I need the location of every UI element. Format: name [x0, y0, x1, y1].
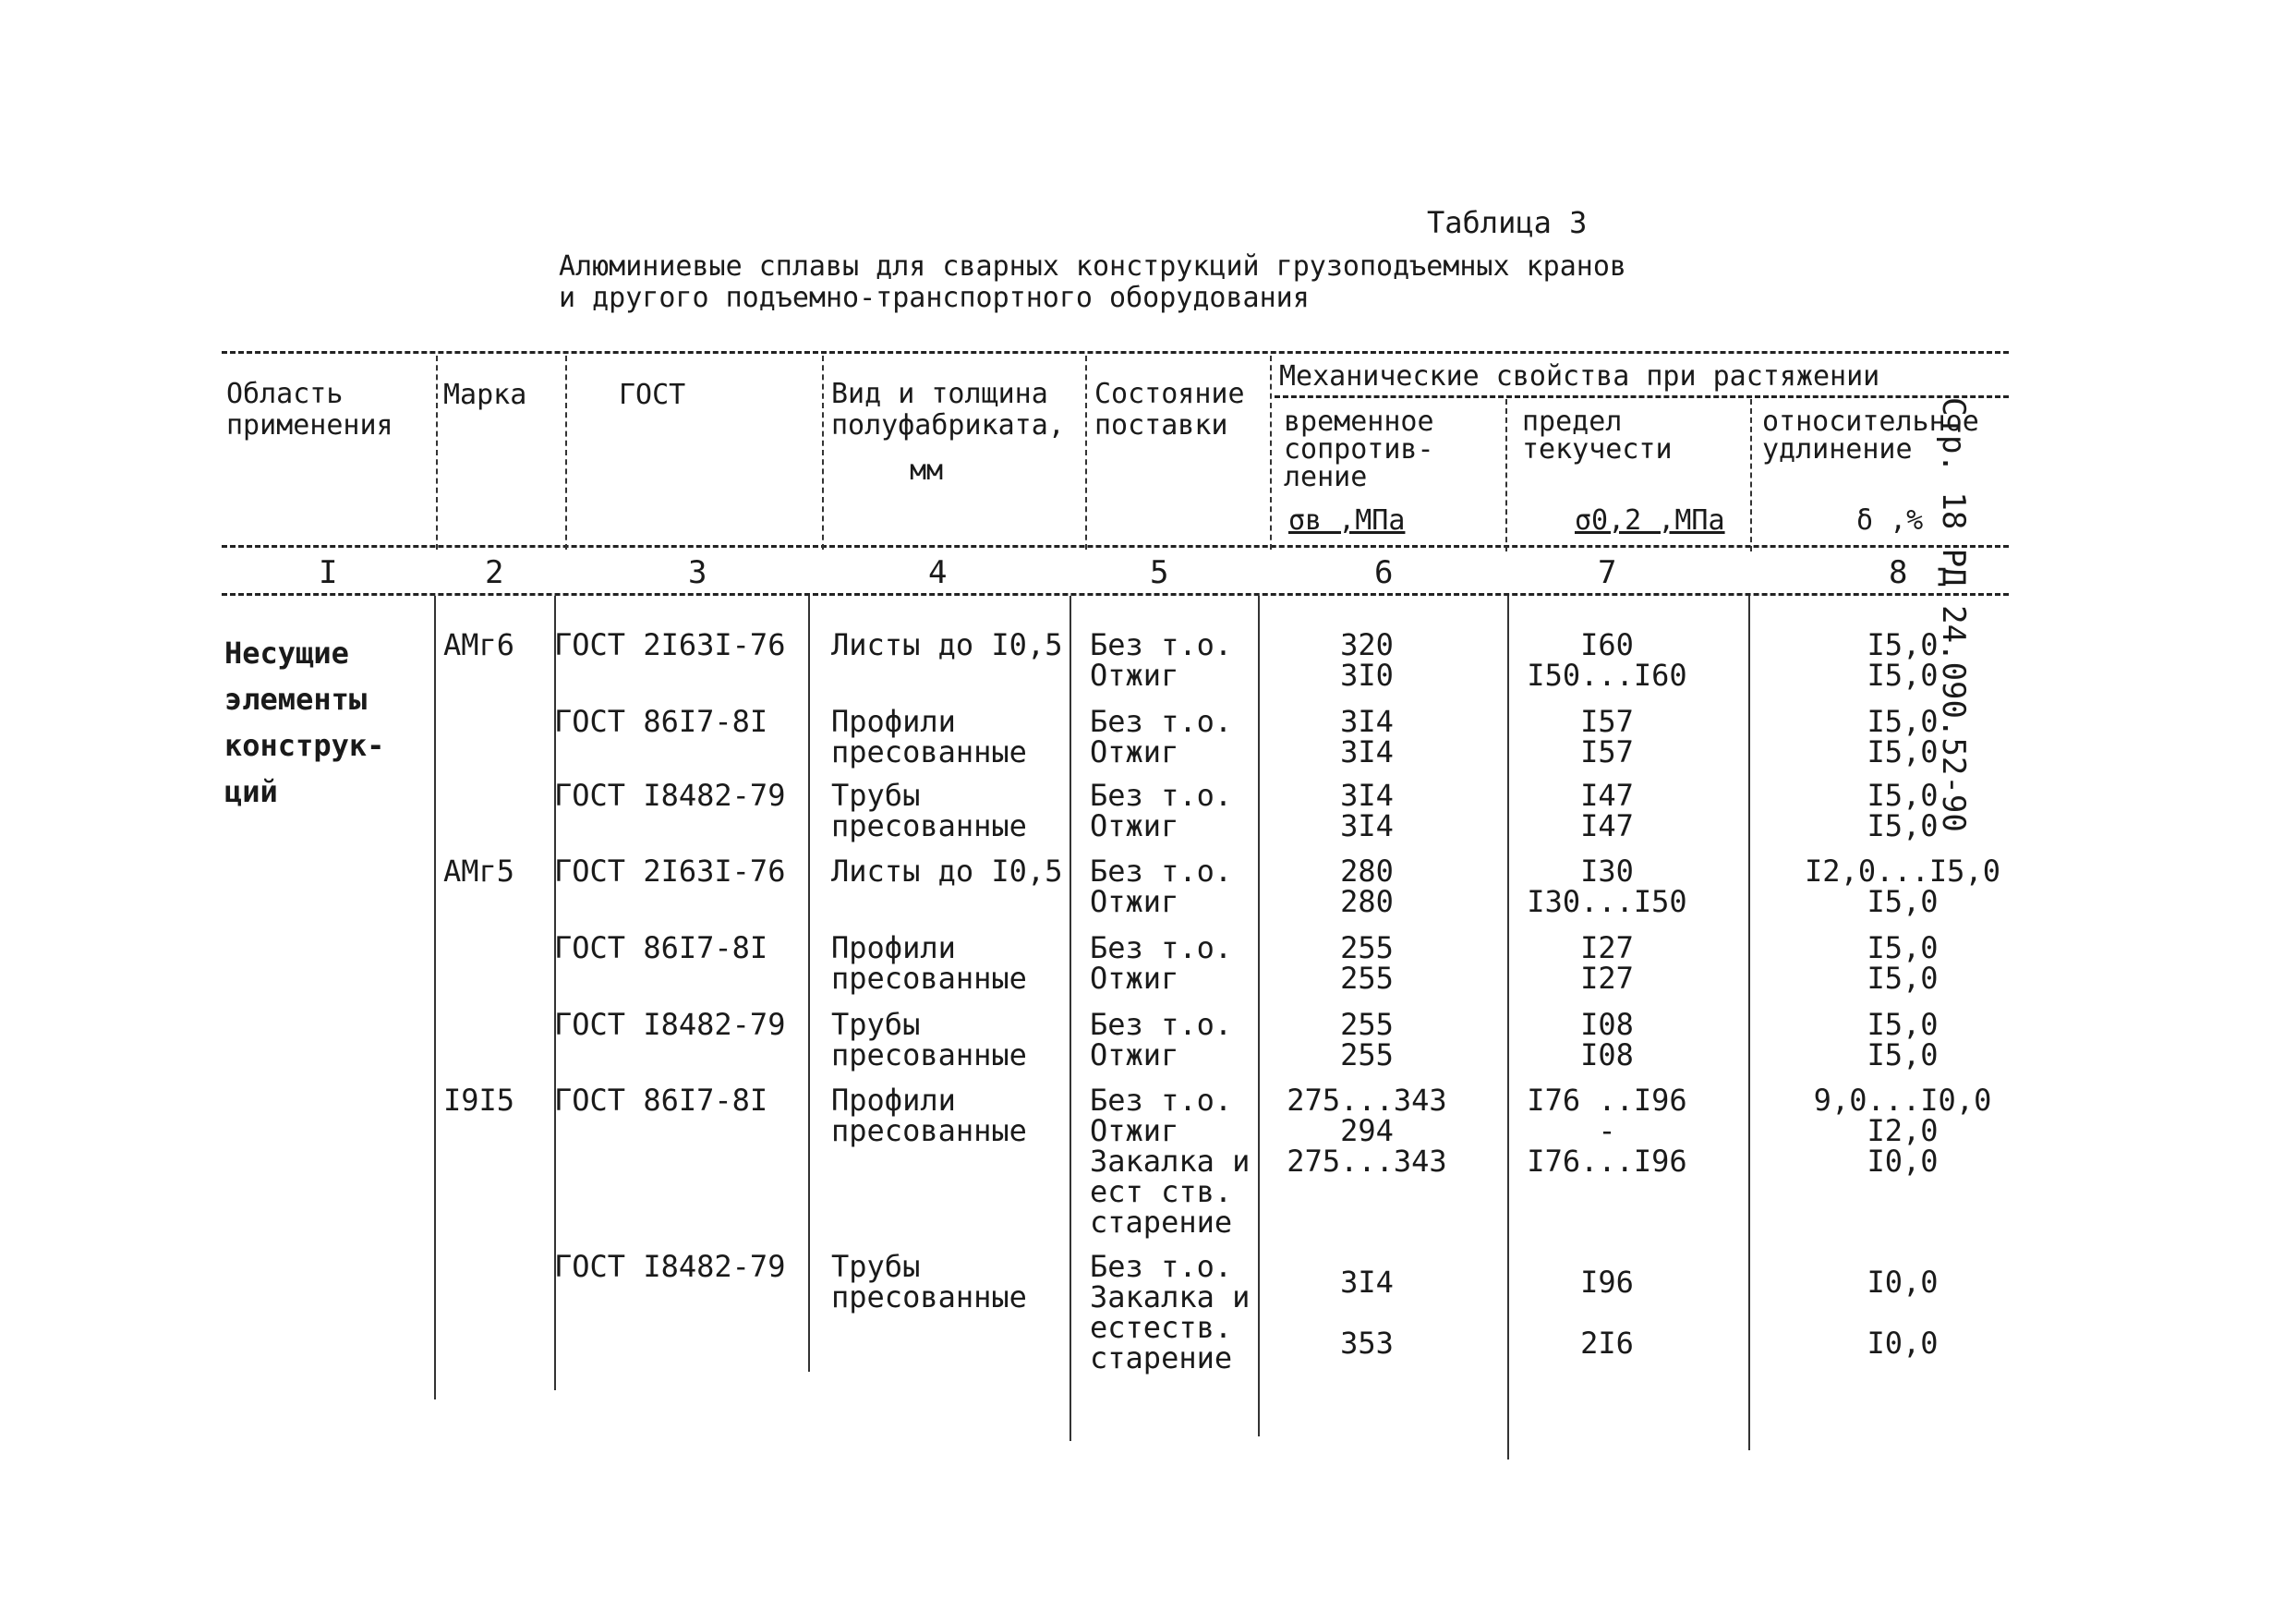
col-sep-5-body [1258, 596, 1260, 1436]
col-header-grade: Марка [443, 379, 527, 411]
table-label: Таблица 3 [1427, 205, 1588, 240]
col-header-yield: предел текучести [1522, 406, 1673, 466]
row6-state: Без т.о. Отжиг [1090, 1007, 1233, 1072]
row2-product: Профили пресованные [831, 704, 1027, 769]
col-sep-7 [1750, 399, 1752, 551]
group-header-rule [1275, 395, 2009, 398]
row4-uts: 280 280 [1340, 854, 1394, 919]
col-header-product: Вид и толщина полуфабриката, [831, 378, 1065, 442]
row4-gost: ГОСТ 2I63I-76 [554, 854, 786, 889]
col-header-mechanical-group: Механические свойства при растяжении [1279, 360, 1880, 393]
col-sep-1-body [434, 596, 436, 1399]
row7-uts: 275...343 294 275...343 [1287, 1083, 1447, 1179]
row8-gost: ГОСТ I8482-79 [554, 1249, 786, 1284]
col-sep-5 [1270, 356, 1272, 550]
row2-yield: I57 I57 [1580, 704, 1634, 769]
row5-gost: ГОСТ 86I7-8I [554, 930, 768, 965]
col-number-4: 4 [928, 554, 948, 591]
col-header-elongation-symbol: δ ,% [1856, 504, 1924, 537]
row1-elongation: I5,0 I5,0 [1867, 627, 1939, 693]
col-number-7: 7 [1598, 554, 1617, 591]
row6-elongation: I5,0 I5,0 [1867, 1007, 1939, 1072]
col-sep-7-body [1748, 596, 1750, 1450]
row3-product: Трубы пресованные [831, 778, 1027, 843]
row1-grade: АМг6 [443, 627, 515, 662]
col-number-6: 6 [1374, 554, 1394, 591]
col-header-product-unit: мм [910, 454, 944, 487]
row4-grade: АМг5 [443, 854, 515, 889]
table-top-rule [222, 351, 2009, 354]
row1-yield: I60 I50...I60 [1527, 627, 1687, 693]
col-sep-1 [436, 356, 438, 550]
col-header-gost: ГОСТ [619, 379, 686, 411]
row2-state: Без т.о. Отжиг [1090, 704, 1233, 769]
row7-gost: ГОСТ 86I7-8I [554, 1083, 768, 1118]
application-area: Несущие элементы конструк- ций [224, 636, 385, 809]
row3-state: Без т.о. Отжиг [1090, 778, 1233, 843]
row7-grade: I9I5 [443, 1083, 515, 1118]
row8-uts: 3I4 353 [1340, 1265, 1394, 1361]
row2-elongation: I5,0 I5,0 [1867, 704, 1939, 769]
row3-uts: 3I4 3I4 [1340, 778, 1394, 843]
col-number-8: 8 [1889, 554, 1908, 591]
row6-uts: 255 255 [1340, 1007, 1394, 1072]
row5-product: Профили пресованные [831, 930, 1027, 996]
col-header-uts-symbol: σв ,МПа [1288, 504, 1406, 537]
row1-state: Без т.о. Отжиг [1090, 627, 1233, 693]
col-header-application: Область применения [226, 378, 393, 442]
row1-uts: 320 3I0 [1340, 627, 1394, 693]
row7-yield: I76 ..I96 - I76...I96 [1527, 1083, 1687, 1179]
col-number-1: I [319, 554, 338, 591]
col-number-5: 5 [1150, 554, 1169, 591]
row4-yield: I30 I30...I50 [1527, 854, 1687, 919]
row2-uts: 3I4 3I4 [1340, 704, 1394, 769]
col-sep-3-body [808, 596, 810, 1372]
row3-elongation: I5,0 I5,0 [1867, 778, 1939, 843]
row6-product: Трубы пресованные [831, 1007, 1027, 1072]
row1-gost: ГОСТ 2I63I-76 [554, 627, 786, 662]
col-sep-2 [565, 356, 567, 550]
row7-state: Без т.о. Отжиг Закалка и ест ств. старение [1090, 1083, 1251, 1240]
row8-elongation: I0,0 I0,0 [1867, 1265, 1939, 1361]
header-bottom-rule [222, 545, 2009, 548]
page-side-code: Стр. 18 РД 24.090.52-90 [1935, 397, 1972, 832]
row1-product: Листы до I0,5 [831, 627, 1063, 662]
row3-gost: ГОСТ I8482-79 [554, 778, 786, 813]
title-line-2: и другого подъемно-транспортного оборудования [559, 282, 1310, 314]
row5-yield: I27 I27 [1580, 930, 1634, 996]
row5-uts: 255 255 [1340, 930, 1394, 996]
row4-state: Без т.о. Отжиг [1090, 854, 1233, 919]
numbers-bottom-rule [222, 593, 2009, 596]
row8-state: Без т.о. Закалка и естеств. старение [1090, 1249, 1251, 1375]
row8-product: Трубы пресованные [831, 1249, 1027, 1314]
col-header-state: Состояние поставки [1094, 378, 1245, 442]
row7-elongation: 9,0...I0,0 I2,0 I0,0 [1813, 1083, 1992, 1179]
row4-elongation: I2,0...I5,0 I5,0 [1805, 854, 2000, 919]
col-number-3: 3 [688, 554, 707, 591]
row2-gost: ГОСТ 86I7-8I [554, 704, 768, 739]
col-sep-6 [1505, 399, 1507, 551]
col-header-elongation: относительное удлинение [1762, 406, 1979, 466]
row6-gost: ГОСТ I8482-79 [554, 1007, 786, 1042]
col-sep-4 [1085, 356, 1087, 550]
col-sep-3 [822, 356, 824, 550]
row8-yield: I96 2I6 [1580, 1265, 1634, 1361]
title-line-1: Алюминиевые сплавы для сварных конструкций грузоподъемных кранов [559, 250, 1626, 283]
row4-product: Листы до I0,5 [831, 854, 1063, 889]
row5-state: Без т.о. Отжиг [1090, 930, 1233, 996]
row5-elongation: I5,0 I5,0 [1867, 930, 1939, 996]
col-sep-6-body [1507, 596, 1509, 1459]
col-number-2: 2 [485, 554, 504, 591]
col-header-yield-symbol: σ0,2 ,МПа [1575, 504, 1725, 537]
col-header-uts: временное сопротив- ление [1284, 406, 1434, 493]
document-title [559, 251, 1626, 314]
row6-yield: I08 I08 [1580, 1007, 1634, 1072]
col-sep-4-body [1069, 596, 1071, 1441]
row7-product: Профили пресованные [831, 1083, 1027, 1148]
row3-yield: I47 I47 [1580, 778, 1634, 843]
